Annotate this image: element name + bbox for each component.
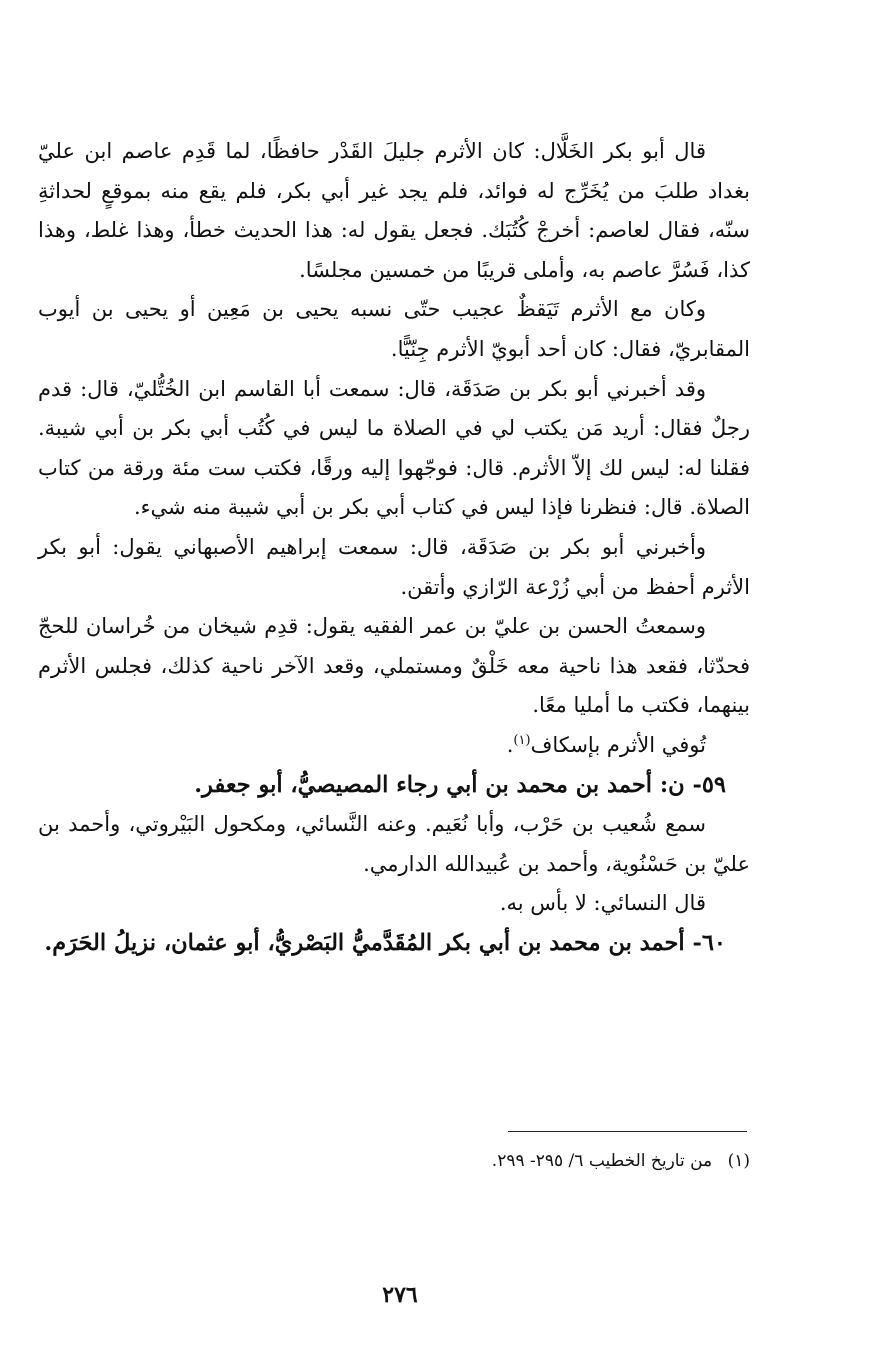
page-number: ٢٧٦	[382, 1282, 418, 1308]
paragraph-khallal: قال أبو بكر الخَلَّال: كان الأثرم جليلَ القَدْر حافظًا، لما قَدِم عاصم ابن عليّ بغداد طلبَ من يُخَرِّج له فوائد، فلم يجد غير أبي بكر، فلم يقع منه بموقعٍ لحداثةِ سنّه، فقال لعاصم: أخرجْ كُتُبَك. فجعل يقول له: هذا الحديث خطأ، وهذا غلط، وهذا كذا، فَسُرَّ عاصم به، وأملى قريبًا من خمسين مجلسًا.	[38, 139, 750, 282]
paragraph-ibn-sadaqa-khuttali: وقد أخبرني أبو بكر بن صَدَقَة، قال: سمعت أبا القاسم ابن الخُتُّليّ، قال: قدم رجلٌ فقال: أريد مَن يكتب لي في الصلاة ما ليس في كُتُب أبي بكر بن أبي شيبة. فقلنا له: ليس لك إلاّ الأثرم. قال: فوجّهوا إليه ورقًا، فكتب ست مئة ورقة من كتاب الصلاة. قال: فنظرنا فإذا ليس في كتاب أبي بكر بن أبي شيبة منه شيء.	[38, 376, 750, 520]
footnote-number: (١)	[727, 1151, 750, 1171]
death-text: تُوفي الأثرم بإسكاف	[530, 732, 706, 757]
paragraph-tayaqquz: وكان مع الأثرم تَيَقظٌ عجيب حتّى نسبه يحيى بن مَعِين أو يحيى بن أيوب المقابريّ، فقال: كان أحد أبويّ الأثرم جِنّيًّا.	[38, 297, 750, 361]
death-line-period: .	[506, 732, 514, 757]
entry-59-paragraph: سمع شُعيب بن حَرْب، وأبا نُعَيم. وعنه النَّسائي، ومكحول البَيْروتي، وأحمد بن عليّ بن حَسْنُوية، وأحمد بن عُبيدالله الدارمي.	[38, 812, 750, 876]
entry-60-heading: ٦٠- أحمد بن محمد بن أبي بكر المُقَدَّميُّ البَصْريُّ، أبو عثمان، نزيلُ الحَرَم.	[44, 929, 726, 956]
footnote-divider	[508, 1131, 747, 1132]
death-line	[38, 726, 750, 766]
paragraph-ibn-sadaqa-isbahani: وأخبرني أبو بكر بن صَدَقَة، قال: سمعت إبراهيم الأصبهاني يقول: أبو بكر الأثرم أحفظ من أبي زُرْعة الرّازي وأتقن.	[38, 534, 750, 599]
footnote-reference[interactable]: (١)	[513, 732, 531, 748]
paragraph-two-shaykhs: وسمعتُ الحسن بن عليّ بن عمر الفقيه يقول: قدِم شيخان من خُراسان للحجّ فحدّثا، فقعد هذا ناحية معه خَلْقٌ ومستملي، وقعد الآخر ناحية كذلك، فجلس الأثرم بينهما، فكتب ما أمليا معًا.	[38, 614, 750, 718]
entry-59-heading: ٥٩- ن: أحمد بن محمد بن أبي رجاء المصيصيُّ، أبو جعفر.	[194, 771, 726, 798]
main-text	[38, 132, 750, 963]
entry-59-nasai-verdict: قال النسائي: لا بأس به.	[499, 891, 706, 916]
footnote	[300, 1146, 750, 1176]
footnote-text: من تاريخ الخطيب ٦/ ٢٩٥- ٢٩٩.	[491, 1151, 713, 1171]
